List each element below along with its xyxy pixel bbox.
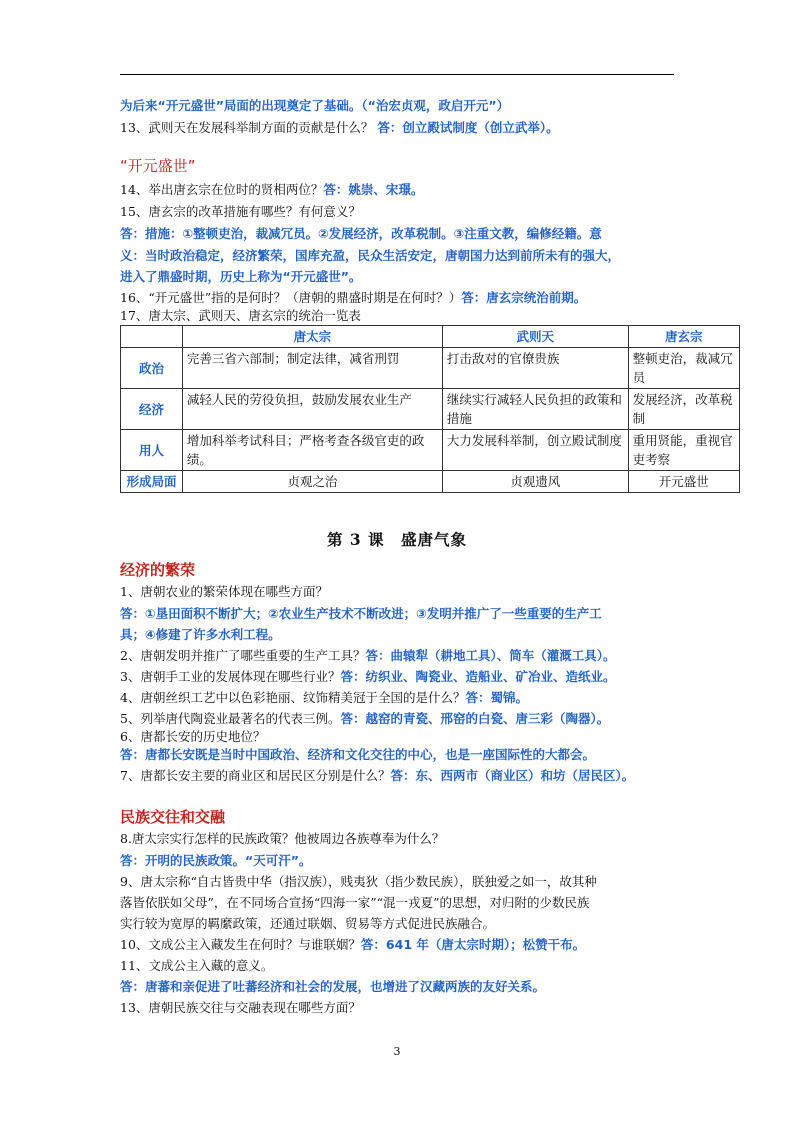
question-text: 15、唐玄宗的改革措施有哪些？有何意义？	[120, 204, 361, 219]
answer-line: 具；④修建了许多水利工程。	[120, 627, 281, 642]
table-header-cell: 唐玄宗	[628, 326, 739, 348]
question-13	[120, 118, 559, 138]
question-text: 13、唐朝民族交往与交融表现在哪些方面？	[120, 1000, 361, 1015]
question-text: 10、文成公主入藏发生在何时？与谁联姻？	[120, 937, 361, 952]
table-cell: 贞观遗风	[442, 471, 628, 493]
question-11	[120, 956, 273, 976]
paragraph-line: 9、唐太宗称“自古皆贵中华（指汉族），贱夷狄（指少数民族），朕独爱之如一，故其种	[120, 874, 597, 889]
question-text: 14、举出唐玄宗在位时的贤相两位？	[120, 182, 324, 197]
answer-text: 答：创立殿试制度（创立武举）。	[377, 120, 559, 135]
question-2	[120, 646, 615, 666]
row-label: 用人	[121, 430, 183, 471]
answer-text: 答：蜀锦。	[465, 690, 528, 705]
header-rule	[120, 74, 674, 75]
question-13	[120, 998, 361, 1018]
table-header-cell: 武则天	[442, 326, 628, 348]
answer-text: 答：东、西两市（商业区）和坊（居民区）。	[390, 768, 635, 783]
row-label: 政治	[121, 348, 183, 389]
table-cell: 开元盛世	[628, 471, 739, 493]
table-header-cell: 唐太宗	[182, 326, 442, 348]
table-header-row	[121, 326, 740, 348]
table-cell: 发展经济，改革税制	[628, 389, 739, 430]
question-text: 5、列举唐代陶瓷业最著名的代表三例。	[120, 711, 341, 726]
question-17	[120, 306, 361, 326]
page-number: 3	[393, 1045, 401, 1058]
question-15	[120, 202, 361, 222]
answer-text: 答：641 年（唐太宗时期）；松赞干布。	[360, 937, 586, 952]
question-1	[120, 582, 328, 602]
table-cell: 整顿吏治，裁减冗员	[628, 348, 739, 389]
section-heading-economy: 经济的繁荣	[120, 561, 196, 579]
question-7	[120, 766, 634, 786]
answer-text: 答：越窑的青瓷、邢窑的白瓷、唐三彩（陶器）。	[340, 711, 610, 726]
question-text: 7、唐都长安主要的商业区和居民区分别是什么？	[120, 768, 391, 783]
row-label: 形成局面	[121, 471, 183, 493]
table-cell: 完善三省六部制；制定法律，减省刑罚	[182, 348, 442, 389]
question-text: 4、唐朝丝织工艺中以色彩艳丽、纹饰精美冠于全国的是什么？	[120, 690, 466, 705]
answer-line: 义：当时政治稳定，经济繁荣，国库充盈，民众生活安定，唐朝国力达到前所未有的强大，	[120, 248, 621, 263]
question-3	[120, 667, 615, 687]
answer-text: 答：曲辕犁（耕地工具）、筒车（灌溉工具）。	[365, 648, 616, 663]
question-text: 3、唐朝手工业的发展体现在哪些行业？	[120, 669, 341, 684]
table-row	[121, 430, 740, 471]
section-heading-kaiyuan: “开元盛世”	[120, 157, 196, 175]
lesson-title: 第 3 课 盛唐气象	[326, 530, 468, 549]
table-row	[121, 471, 740, 493]
question-text: 1、唐朝农业的繁荣体现在哪些方面？	[120, 584, 328, 599]
paragraph-line: 落皆依朕如父母”，在不同场合宣扬“四海一家”“混一戎夏”的思想，对归附的少数民族	[120, 895, 590, 910]
row-label: 经济	[121, 389, 183, 430]
table-row	[121, 348, 740, 389]
table-cell: 重用贤能，重视官吏考察	[628, 430, 739, 471]
question-text: 8.唐太宗实行怎样的民族政策？他被周边各族尊奉为什么？	[120, 831, 445, 846]
question-10	[120, 935, 585, 955]
question-text: 13、武则天在发展科举制方面的贡献是什么？	[120, 120, 378, 135]
table-header-cell	[121, 326, 183, 348]
question-8	[120, 829, 444, 849]
question-text: 17、唐太宗、武则天、唐玄宗的统治一览表	[120, 308, 361, 323]
table-cell: 减轻人民的劳役负担，鼓励发展农业生产	[182, 389, 442, 430]
rulers-summary-table	[120, 325, 740, 493]
table-cell: 继续实行减轻人民负担的政策和措施	[442, 389, 628, 430]
answer-line: 答：唐都长安既是当时中国政治、经济和文化交往的中心，也是一座国际性的大都会。	[120, 747, 596, 762]
question-5	[120, 709, 609, 729]
question-16	[120, 288, 586, 308]
answer-line: 答：唐蕃和亲促进了吐蕃经济和社会的发展，也增进了汉藏两族的友好关系。	[120, 979, 546, 994]
question-text: 6、唐都长安的历史地位？	[120, 729, 266, 744]
question-text: 16、“开元盛世”指的是何时？（唐朝的鼎盛时期是在何时？）	[120, 290, 462, 305]
answer-line: 进入了鼎盛时期，历史上称为“开元盛世”。	[120, 269, 362, 284]
question-text: 11、文成公主入藏的意义。	[120, 958, 274, 973]
table-cell: 大力发展科举制，创立殿试制度	[442, 430, 628, 471]
answer-text: 答：姚崇、宋璟。	[323, 182, 424, 197]
question-text: 2、唐朝发明并推广了哪些重要的生产工具？	[120, 648, 366, 663]
question-6	[120, 727, 265, 747]
question-4	[120, 688, 528, 708]
question-14	[120, 180, 423, 200]
continuation-line: 为后来“开元盛世”局面的出现奠定了基础。（“治宏贞观，政启开元”）	[120, 98, 510, 113]
answer-text: 答：纺织业、陶瓷业、造船业、矿冶业、造纸业。	[340, 669, 616, 684]
table-cell: 增加科举考试科目；严格考查各级官吏的政绩。	[182, 430, 442, 471]
answer-line: 答：措施：①整顿吏治，裁减冗员。②发展经济，改革税制。③注重文教，编修经籍。意	[120, 226, 602, 241]
section-heading-ethnic: 民族交往和交融	[120, 808, 226, 826]
answer-line: 答：开明的民族政策。“天可汗”。	[120, 853, 312, 868]
paragraph-line: 实行较为宽厚的羁縻政策，还通过联姻、贸易等方式促进民族融合。	[120, 916, 496, 931]
table-cell: 贞观之治	[182, 471, 442, 493]
answer-text: 答：唐玄宗统治前期。	[461, 290, 587, 305]
table-row	[121, 389, 740, 430]
answer-line: 答：①垦田面积不断扩大；②农业生产技术不断改进；③发明并推广了一些重要的生产工	[120, 606, 602, 621]
table-cell: 打击敌对的官僚贵族	[442, 348, 628, 389]
